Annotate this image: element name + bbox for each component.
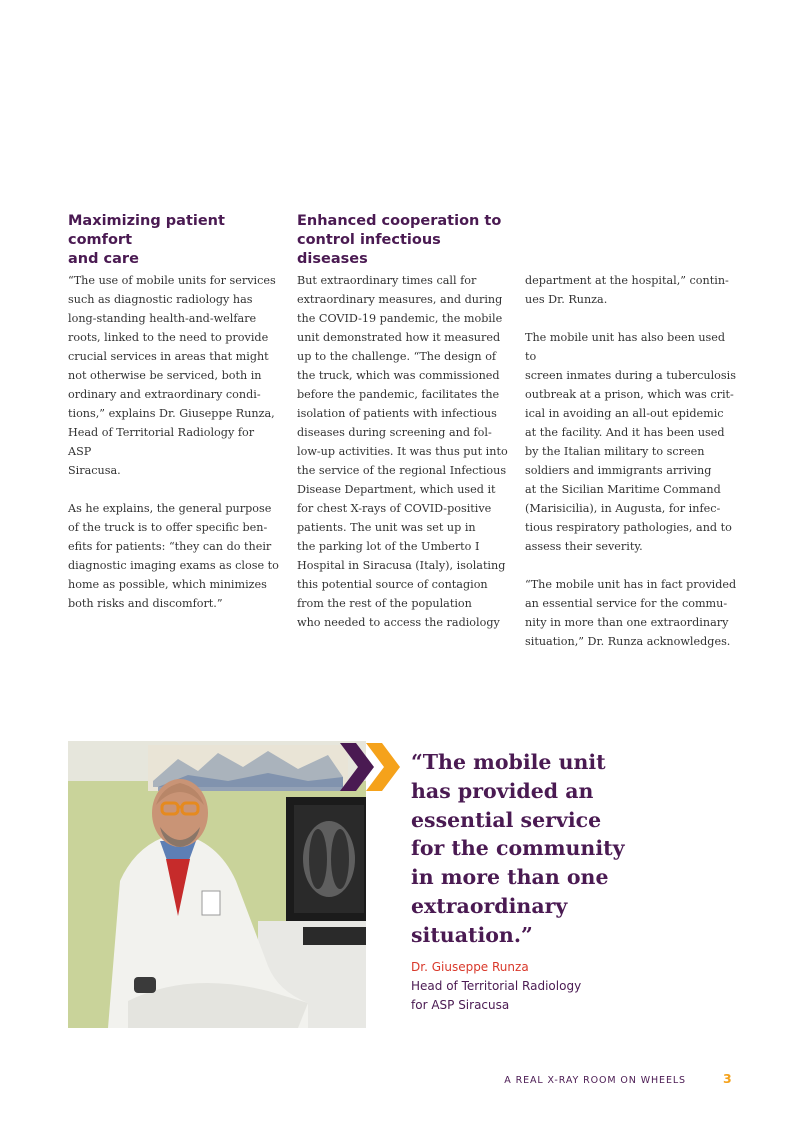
- paragraph: The mobile unit has also been used to screen inmates during a tuberculosis outbreak at a prison, which was crit- ical in avoiding an all-out epidemic at the facility. And it has been used by the Italian military to screen soldiers and immigrants arriving at the Sicilian Maritime Command (Marisicilia), in Augusta, for infec- tious respiratory pathologies, and to assess their severity.: [525, 331, 736, 553]
- footer-title: A REAL X-RAY ROOM ON WHEELS: [504, 1075, 686, 1086]
- doctor-photo-illustration: [68, 741, 366, 1028]
- column-3: [525, 271, 737, 651]
- paragraph: “The mobile unit has in fact provided an essential service for the commu- nity in more than one extraordinary situation,” Dr. Runza acknowledges.: [525, 578, 737, 648]
- body-text-column-3: [525, 271, 737, 651]
- column-1: [68, 212, 280, 613]
- quote-author: Dr. Giuseppe Runza: [411, 960, 529, 974]
- double-chevron-right-icon: [340, 743, 402, 791]
- section-heading-infectious-diseases: Enhanced cooperation to control infectious diseases: [297, 213, 502, 267]
- section-heading-patient-comfort: Maximizing patient comfort and care: [68, 213, 225, 267]
- body-text-column-2: [297, 271, 509, 632]
- paragraph: As he explains, the general purpose of the truck is to offer specific ben- efits for patients: “they can do their diagnostic imaging exams as close to home as possible, which minimizes both risks and discomfort.”: [68, 502, 279, 610]
- column-2: [297, 212, 509, 632]
- paragraph: But extraordinary times call for extraordinary measures, and during the COVID-19 pandemic, the mobile unit demonstrated how it measured up to the challenge. “The design of the truck, which was commissioned before the pandemic, facilitates the isolation of patients with infectious diseases during screening and fol- low-up activities. It was thus put into the service of the regional Infectious Disease Department, which used it for chest X-rays of COVID-positive patients. The unit was set up in the parking lot of the Umberto I Hospital in Siracusa (Italy), isolating this potential source of contagion from the rest of the population who needed to access the radiology: [297, 274, 508, 629]
- paragraph: “The use of mobile units for services such as diagnostic radiology has long-standing health-and-welfare roots, linked to the need to provide crucial services in areas that might not otherwise be serviced, both in ordinary and extraordinary condi- tions,” explains Dr. Giuseppe Runza, Head of Territorial Radiology for ASP Siracusa.: [68, 274, 276, 477]
- pull-quote: “The mobile unit has provided an essential service for the community in more than one extraordinary situation.”: [411, 750, 625, 947]
- body-text-column-1: [68, 271, 280, 613]
- paragraph: department at the hospital,” contin- ues Dr. Runza.: [525, 274, 729, 306]
- quote-author-role: Head of Territorial Radiology for ASP Siracusa: [411, 979, 582, 1012]
- doctor-photo: [68, 741, 366, 1028]
- page-number: 3: [723, 1071, 732, 1086]
